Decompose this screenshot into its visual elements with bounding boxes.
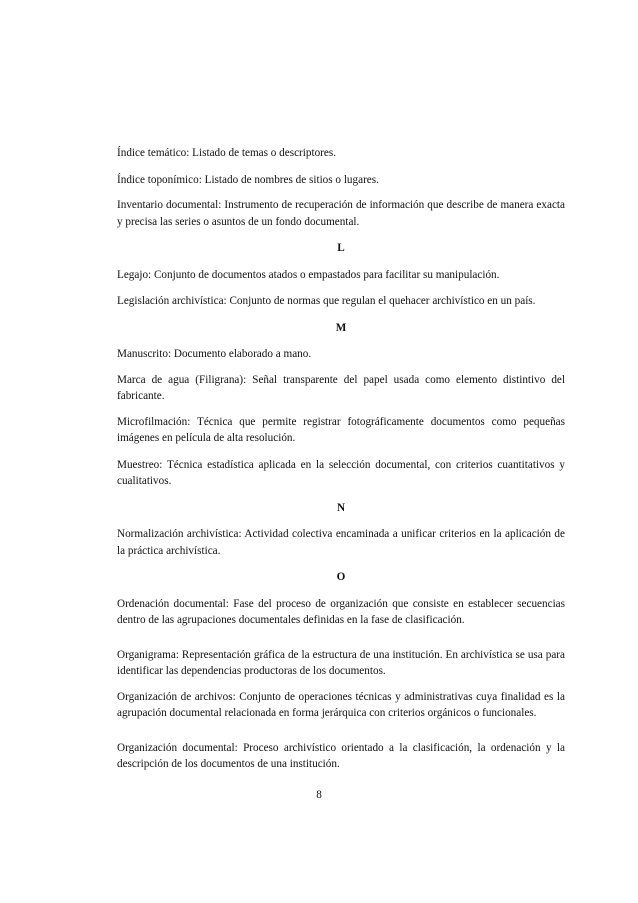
entry-indice-toponimico: Índice toponímico: Listado de nombres de sitios o lugares. (117, 173, 379, 186)
section-letter-o: O (336, 571, 346, 583)
entry-manuscrito: Manuscrito: Documento elaborado a mano. (117, 348, 312, 360)
entry-ordenacion-documental: Ordenación documental: Fase del proceso de organización que consiste en establecer secuencias dentro de las agrupaciones documentales definidas en la fase de clasificación. (117, 597, 565, 626)
section-letter-m: M (335, 321, 347, 334)
page-number: 8 (316, 789, 322, 801)
entry-muestreo: Muestreo: Técnica estadística aplicada en la selección documental, con criterios cuantitativos y cualitativos. (117, 458, 565, 487)
entry-inventario-documental: Inventario documental: Instrumento de recuperación de información que describe de manera exacta y precisa las series o asuntos de un fondo documental. (117, 199, 565, 228)
entry-marca-de-agua: Marca de agua (Filigrana): Señal transparente del papel usada como elemento distintivo del fabricante. (117, 373, 565, 402)
glossary-body (117, 145, 565, 773)
entry-organigrama: Organigrama: Representación gráfica de la estructura de una institución. En archivística se usa para identificar las dependencias productoras de los documentos. (117, 648, 565, 677)
entry-indice-tematico: Índice temático: Listado de temas o descriptores. (117, 147, 337, 159)
section-letter-l: L (337, 242, 345, 254)
entry-normalizacion-archivistica: Normalización archivística: Actividad colectiva encaminada a unificar criterios en la aplicación de la práctica archivística. (117, 528, 565, 557)
section-letter-n: N (336, 501, 346, 514)
entry-legislacion-archivistica: Legislación archivística: Conjunto de normas que regulan el quehacer archivístico en un país. (117, 295, 536, 307)
entry-legajo: Legajo: Conjunto de documentos atados o empastados para facilitar su manipulación. (117, 268, 500, 281)
entry-microfilmacion: Microfilmación: Técnica que permite registrar fotográficamente documentos como pequeñas imágenes en película de alta resolución. (117, 415, 565, 444)
entry-organizacion-documental: Organización documental: Proceso archivístico orientado a la clasificación, la ordenación y la descripción de los documentos de una institución. (117, 741, 565, 770)
entry-organizacion-de-archivos: Organización de archivos: Conjunto de operaciones técnicas y administrativas cuya finalidad es la agrupación documental relacionada en forma jerárquica con criterios orgánicos o funcionales. (117, 690, 565, 719)
